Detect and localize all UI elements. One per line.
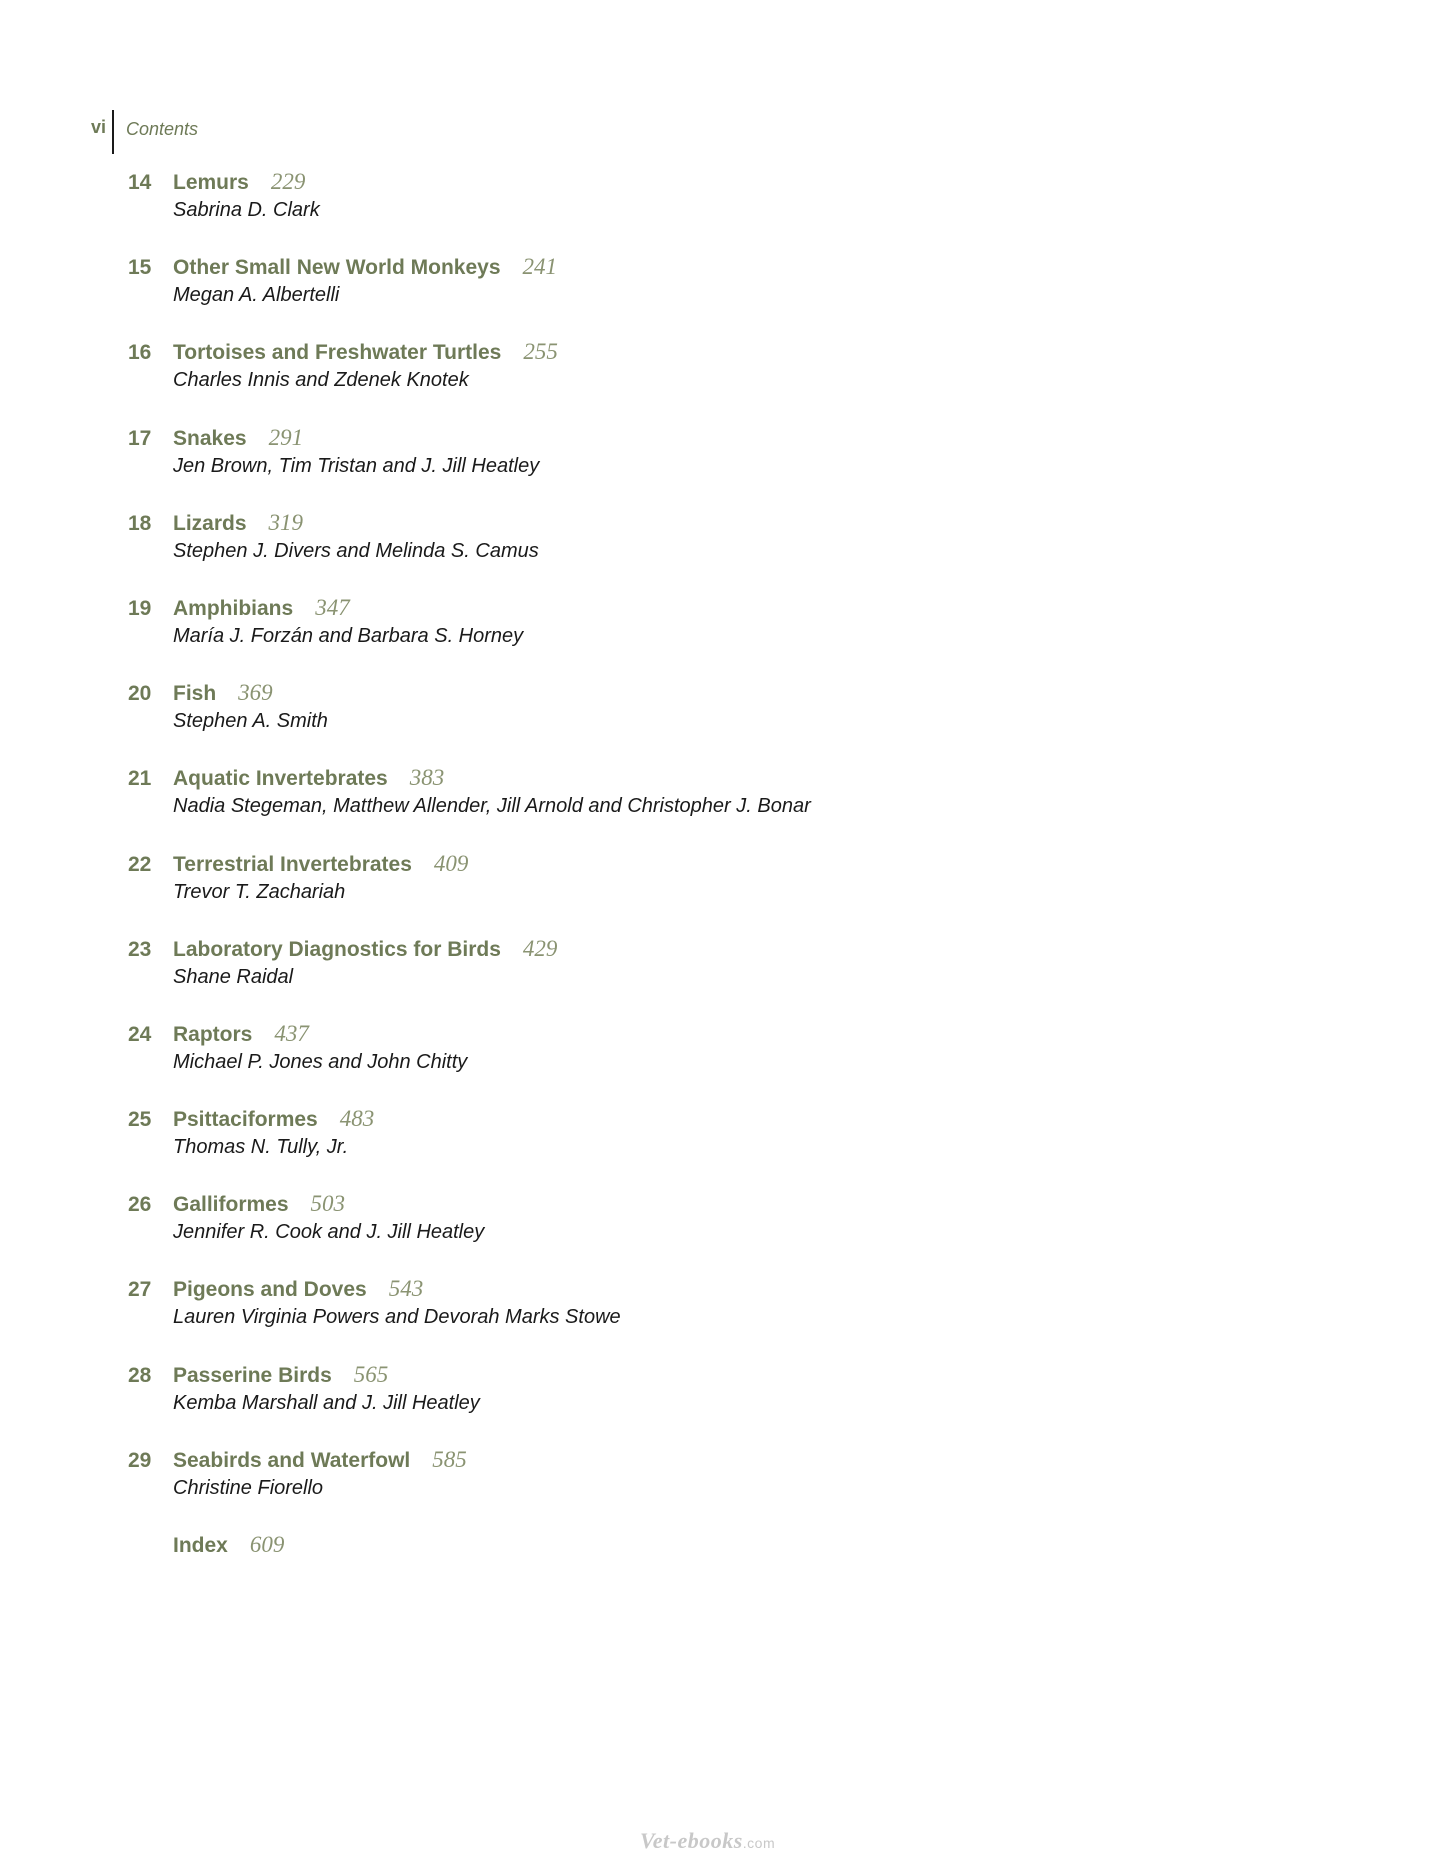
chapter-title: Seabirds and Waterfowl	[173, 1448, 411, 1472]
chapter-number: 15	[128, 256, 152, 280]
watermark-logo	[640, 1828, 775, 1854]
running-title: Contents	[126, 119, 199, 139]
page-number: 319	[268, 509, 304, 535]
toc-entry[interactable]	[128, 850, 1328, 935]
chapter-title: Psittaciformes	[173, 1108, 318, 1132]
chapter-title: Tortoises and Freshwater Turtles	[173, 341, 502, 365]
chapter-number: 29	[128, 1448, 152, 1472]
chapter-authors: Charles Innis and Zdenek Knotek	[173, 369, 469, 392]
chapter-authors: Nadia Stegeman, Matthew Allender, Jill Arnold and Christopher J. Bonar	[173, 795, 811, 818]
index-title: Index	[173, 1534, 228, 1557]
toc-entry[interactable]	[128, 1190, 1328, 1275]
chapter-number: 22	[128, 852, 152, 876]
chapter-title: Laboratory Diagnostics for Birds	[173, 937, 501, 961]
chapter-title: Aquatic Invertebrates	[173, 767, 388, 791]
toc-entry-index[interactable]	[128, 1531, 1328, 1616]
chapter-number: 23	[128, 937, 152, 961]
chapter-title: Passerine Birds	[173, 1363, 332, 1387]
toc-entry[interactable]	[128, 764, 1328, 849]
chapter-number: 19	[128, 596, 152, 620]
chapter-number: 27	[128, 1278, 152, 1302]
chapter-title: Other Small New World Monkeys	[173, 256, 501, 280]
page-number: 483	[339, 1106, 375, 1132]
page-number: 565	[353, 1361, 389, 1387]
chapter-number: 18	[128, 511, 152, 535]
chapter-number: 16	[128, 341, 152, 365]
toc-entry[interactable]	[128, 1105, 1328, 1190]
page-number: 609	[249, 1532, 285, 1557]
chapter-authors: Michael P. Jones and John Chitty	[173, 1050, 468, 1073]
toc-entry[interactable]	[128, 935, 1328, 1020]
chapter-title: Pigeons and Doves	[173, 1278, 367, 1302]
chapter-authors: Megan A. Albertelli	[173, 284, 340, 307]
chapter-authors: Lauren Virginia Powers and Devorah Marks Stowe	[173, 1306, 621, 1329]
page-number: 291	[268, 424, 304, 450]
chapter-number: 25	[128, 1108, 152, 1132]
page-number: 409	[433, 850, 469, 876]
page-number: 347	[315, 594, 350, 620]
chapter-authors: Stephen A. Smith	[173, 710, 328, 733]
chapter-number: 24	[128, 1022, 152, 1046]
chapter-title: Raptors	[173, 1022, 253, 1046]
chapter-authors: Jennifer R. Cook and J. Jill Heatley	[173, 1221, 485, 1244]
chapter-number: 17	[128, 426, 152, 450]
chapter-authors: Thomas N. Tully, Jr.	[173, 1136, 349, 1159]
chapter-authors: María J. Forzán and Barbara S. Horney	[173, 624, 524, 647]
toc-entry[interactable]	[128, 338, 1328, 423]
chapter-authors: Christine Fiorello	[173, 1476, 324, 1499]
page-number: 383	[409, 765, 445, 791]
chapter-number: 20	[128, 682, 152, 706]
toc-entry[interactable]	[128, 424, 1328, 509]
chapter-title: Lizards	[173, 511, 247, 535]
chapter-authors: Sabrina D. Clark	[173, 199, 320, 221]
toc-entry[interactable]	[128, 1275, 1328, 1360]
table-of-contents	[128, 168, 1328, 1616]
page-number: 585	[432, 1446, 467, 1472]
chapter-authors: Stephen J. Divers and Melinda S. Camus	[173, 539, 539, 562]
chapter-number: 14	[128, 171, 152, 194]
toc-entry[interactable]	[128, 594, 1328, 679]
chapter-title: Amphibians	[173, 596, 294, 620]
chapter-number: 26	[128, 1193, 152, 1217]
page-number: 503	[310, 1191, 346, 1217]
page-number: 429	[522, 935, 558, 961]
chapter-title: Lemurs	[173, 171, 249, 194]
chapter-authors: Kemba Marshall and J. Jill Heatley	[173, 1391, 480, 1414]
chapter-title: Fish	[173, 682, 217, 706]
toc-entry[interactable]	[128, 1020, 1328, 1105]
chapter-authors: Shane Raidal	[173, 965, 294, 988]
page-number: 255	[523, 339, 558, 365]
page-number: 241	[522, 254, 558, 280]
toc-entry[interactable]	[128, 679, 1328, 764]
running-header	[91, 110, 198, 154]
chapter-authors: Trevor T. Zachariah	[173, 880, 346, 903]
chapter-title: Snakes	[173, 426, 247, 450]
chapter-authors: Jen Brown, Tim Tristan and J. Jill Heatley	[173, 454, 540, 477]
chapter-number: 28	[128, 1363, 152, 1387]
page-number: 543	[388, 1276, 424, 1302]
page-number: 369	[238, 680, 273, 706]
chapter-title: Terrestrial Invertebrates	[173, 852, 412, 876]
chapter-title: Galliformes	[173, 1193, 289, 1217]
page-number: 437	[274, 1020, 309, 1046]
toc-entry[interactable]	[128, 1361, 1328, 1446]
toc-entry[interactable]	[128, 1446, 1328, 1531]
toc-entry[interactable]	[128, 509, 1328, 594]
toc-entry[interactable]	[128, 168, 1328, 253]
toc-entry[interactable]	[128, 253, 1328, 338]
page-number: 229	[270, 169, 306, 194]
watermark-suffix: .com	[742, 1835, 776, 1851]
watermark-text: Vet-ebooks	[640, 1828, 743, 1853]
page-folio: vi	[91, 117, 107, 137]
chapter-number: 21	[128, 767, 152, 791]
